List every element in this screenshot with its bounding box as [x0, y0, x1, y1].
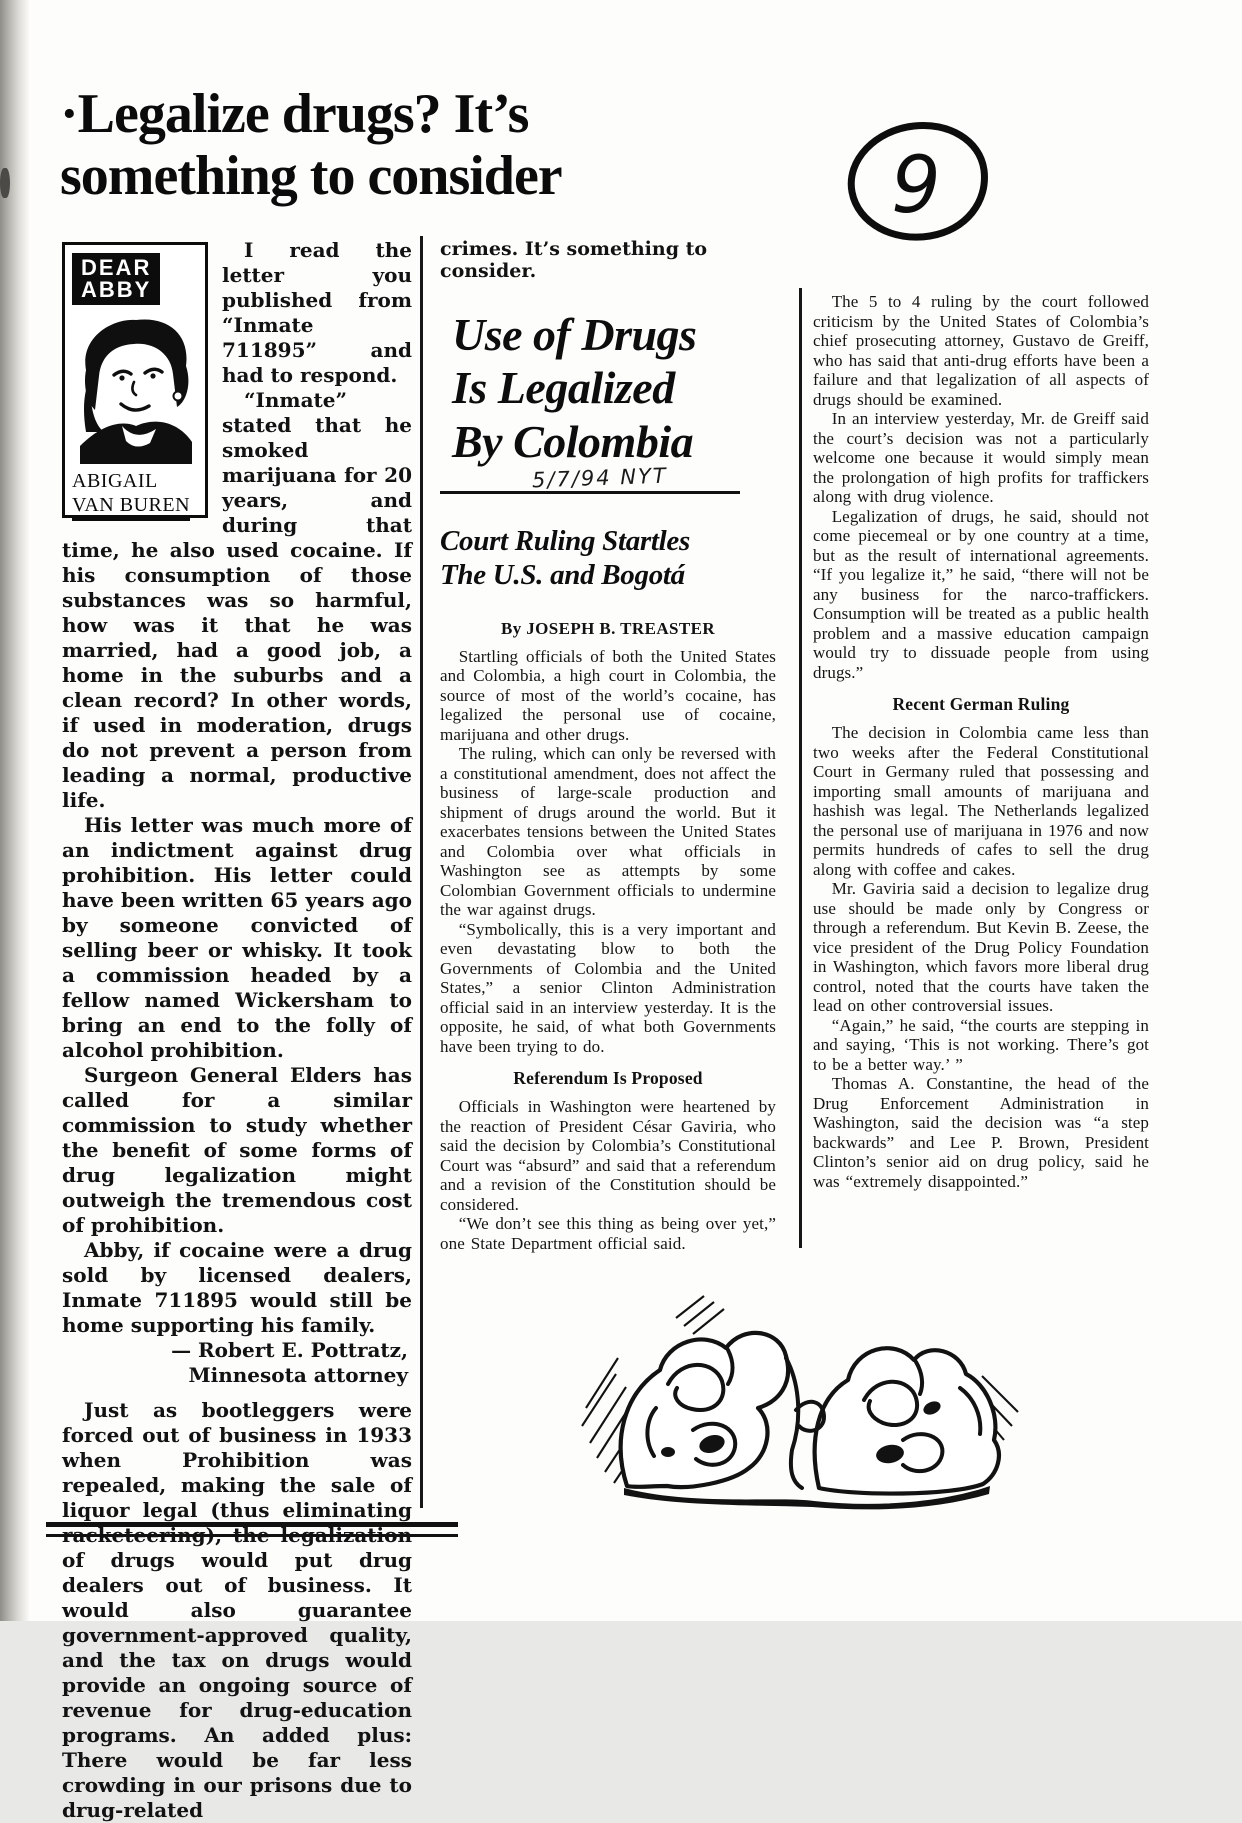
- intestine-coils-illustration-icon: [572, 1288, 1038, 1528]
- signature-title: Minnesota attorney: [188, 1363, 408, 1387]
- nyt-headline: [440, 308, 776, 468]
- nyt-paragraph: Thomas A. Constantine, the head of the Drug Enforcement Administration in Washington, said the decision was “a step backwards” and Lee P. Brown, President Clinton’s senior aid on drug policy, said he was “extremely disappointed.”: [813, 1074, 1149, 1191]
- logo-line-1: DEAR: [81, 255, 152, 280]
- column-divider-left: [420, 236, 423, 1508]
- nyt-byline: By JOSEPH B. TREASTER: [500, 618, 716, 638]
- nyt-paragraph: Mr. Gaviria said a decision to legalize drug use should be made only by Congress or through a referendum. But Kevin B. Zeese, the vice president of the Drug Policy Foundation in Washington, which favors more liberal drug control, noted that the courts have taken the lead on other controversial issues.: [813, 879, 1149, 1015]
- nyt-subhead-line-2: The U.S. and Bogotá: [440, 559, 685, 592]
- abby-paragraph: Surgeon General Elders has called for a similar commission to study whether the benefit of some forms of drug legalization might outweigh the tremendous cost of prohibition.: [62, 1063, 412, 1237]
- abby-byline-line-1: ABIGAIL: [72, 469, 158, 492]
- nyt-paragraph: “Symbolically, this is a very important and even devastating blow to both the Governments of Colombia and the United States,” a senior Clinton Administration official said in an interview yesterday. It is the opposite, he said, of what both Governments have been trying to do.: [440, 919, 776, 1056]
- crosshead-referendum: Referendum Is Proposed: [513, 1068, 703, 1089]
- circled-page-number: [836, 118, 996, 248]
- crosshead-german-ruling: Recent German Ruling: [892, 694, 1070, 714]
- scan-edge-shadow: [0, 0, 30, 1621]
- nyt-paragraph: In an interview yesterday, Mr. de Greiff said the court’s decision was not a particularly welcome one because it would simply mean the prolongation of high profits for traffickers along with drug violence.: [813, 409, 1149, 506]
- nyt-paragraph: Startling officials of both the United States and Colombia, a high court in Colombia, the source of most of the world’s cocaine, has legalized the personal use of cocaine, marijuana and other drugs.: [440, 646, 776, 744]
- nyt-body-right: [813, 292, 1149, 1191]
- nyt-paragraph: Legalization of drugs, he said, should not come piecemeal or by one country at a time, but as the result of international agreements. “If you legalize it,” he said, “there will not be any business for the narco-traffickers. Consumption will be treated as a public health problem and a massive education campaign would try to dissuade people from using drugs.”: [813, 506, 1149, 682]
- scan-artifact: [0, 168, 10, 198]
- nyt-subhead-line-1: Court Ruling Startles: [440, 525, 690, 558]
- nyt-article-right-column: [813, 292, 1149, 1191]
- headline-line-1: ·Legalize drugs? It’s: [60, 83, 529, 145]
- nyt-paragraph: “Again,” he said, “the courts are stepping in and saying, ‘This is not working. There’s got to be a better way.’ ”: [813, 1015, 1149, 1074]
- dear-abby-column: [62, 238, 412, 1823]
- nyt-headline-line-2: Is Legalized: [452, 362, 675, 414]
- abby-portrait-icon: [74, 312, 196, 464]
- nyt-article-column: [440, 238, 776, 1253]
- abby-closing-paragraph: Just as bootleggers were forced out of business in 1933 when Prohibition was repealed, making the sale of liquor legal (thus eliminating racketeering), the legalization of drugs would put drug dealers out of business. It would also guarantee government-approved quality, and the tax on drugs would provide an ongoing source of revenue for drug-education programs. An added plus: There would be far less crowding in our prisons due to drug-related: [62, 1398, 412, 1822]
- nyt-headline-line-1: Use of Drugs: [452, 309, 697, 360]
- nyt-paragraph: The ruling, which can only be reversed with a constitutional amendment, does not affect the business of large-scale production and shipment of drugs around the world. But it exacerbates tensions between the United States and Colombia over what officials in Washington see as attempts by some Colombian Government officials to undermine the war against drugs.: [440, 744, 776, 920]
- nyt-paragraph: Officials in Washington were heartened by the reaction of President César Gaviria, who said the decision by Colombia’s Constitutional Court was “absurd” and said that a referendum and a revision of the Constitution should be considered.: [440, 1097, 776, 1214]
- abby-byline: [72, 469, 198, 521]
- page-title: [60, 84, 760, 207]
- abby-paragraph: Abby, if cocaine were a drug sold by licensed dealers, Inmate 711895 would still be home supporting his family.: [62, 1238, 412, 1337]
- column-divider-right: [799, 288, 802, 1248]
- bottom-double-rule: [46, 1522, 458, 1537]
- abby-byline-line-2: VAN BUREN: [72, 493, 190, 521]
- dear-abby-box: [62, 242, 208, 518]
- signature-name: — Robert E. Pottratz,: [171, 1338, 408, 1362]
- abby-paragraph: I read the letter you published from “Inmate 711895” and had to respond.: [222, 238, 412, 387]
- page-number-text: 9: [891, 141, 941, 231]
- nyt-paragraph: “We don’t see this thing as being over yet,” one State Department official said.: [440, 1214, 776, 1253]
- abby-paragraph: “Inmate” stated that he smoked marijuana for 20 years, and during that time, he also used cocaine. If his consumption of those substances was so harmful, how was it that he was married, had a good job, a home in the suburbs and a clean record? In other words, if used in moderation, drugs do not prevent a person from leading a normal, productive life.: [62, 388, 412, 812]
- headline-underline: [440, 463, 740, 494]
- article-continuation-line: crimes. It’s something to consider.: [440, 238, 708, 282]
- nyt-paragraph: The decision in Colombia came less than two weeks after the Federal Constitutional Court in Germany ruled that possessing and importing small amounts of marijuana and hashish was legal. The Netherlands legalized the personal use of marijuana in 1976 and now permits hundreds of cafes to sell the drug along with coffee and cakes.: [813, 723, 1149, 879]
- handwritten-date-note: 5/7/94 NYT: [531, 463, 669, 493]
- nyt-body-center: [440, 647, 776, 1254]
- nyt-subheadline: [440, 524, 776, 592]
- logo-line-2: ABBY: [81, 277, 152, 303]
- headline-line-2: something to consider: [60, 144, 562, 207]
- dear-abby-logo: [72, 253, 160, 305]
- nyt-headline-line-3: By Colombia: [452, 415, 694, 467]
- abby-paragraph: His letter was much more of an indictment against drug prohibition. His letter could have been written 65 years ago by someone convicted of selling beer or whisky. It took a commission headed by a fellow named Wickersham to bring an end to the folly of alcohol prohibition.: [62, 813, 412, 1062]
- nyt-paragraph: The 5 to 4 ruling by the court followed criticism by the United States of Colombia’s chief prosecuting attorney, Gustavo de Greiff, who has said that anti-drug efforts have been a failure and that legalization of all aspects of drugs should be examined.: [813, 292, 1149, 409]
